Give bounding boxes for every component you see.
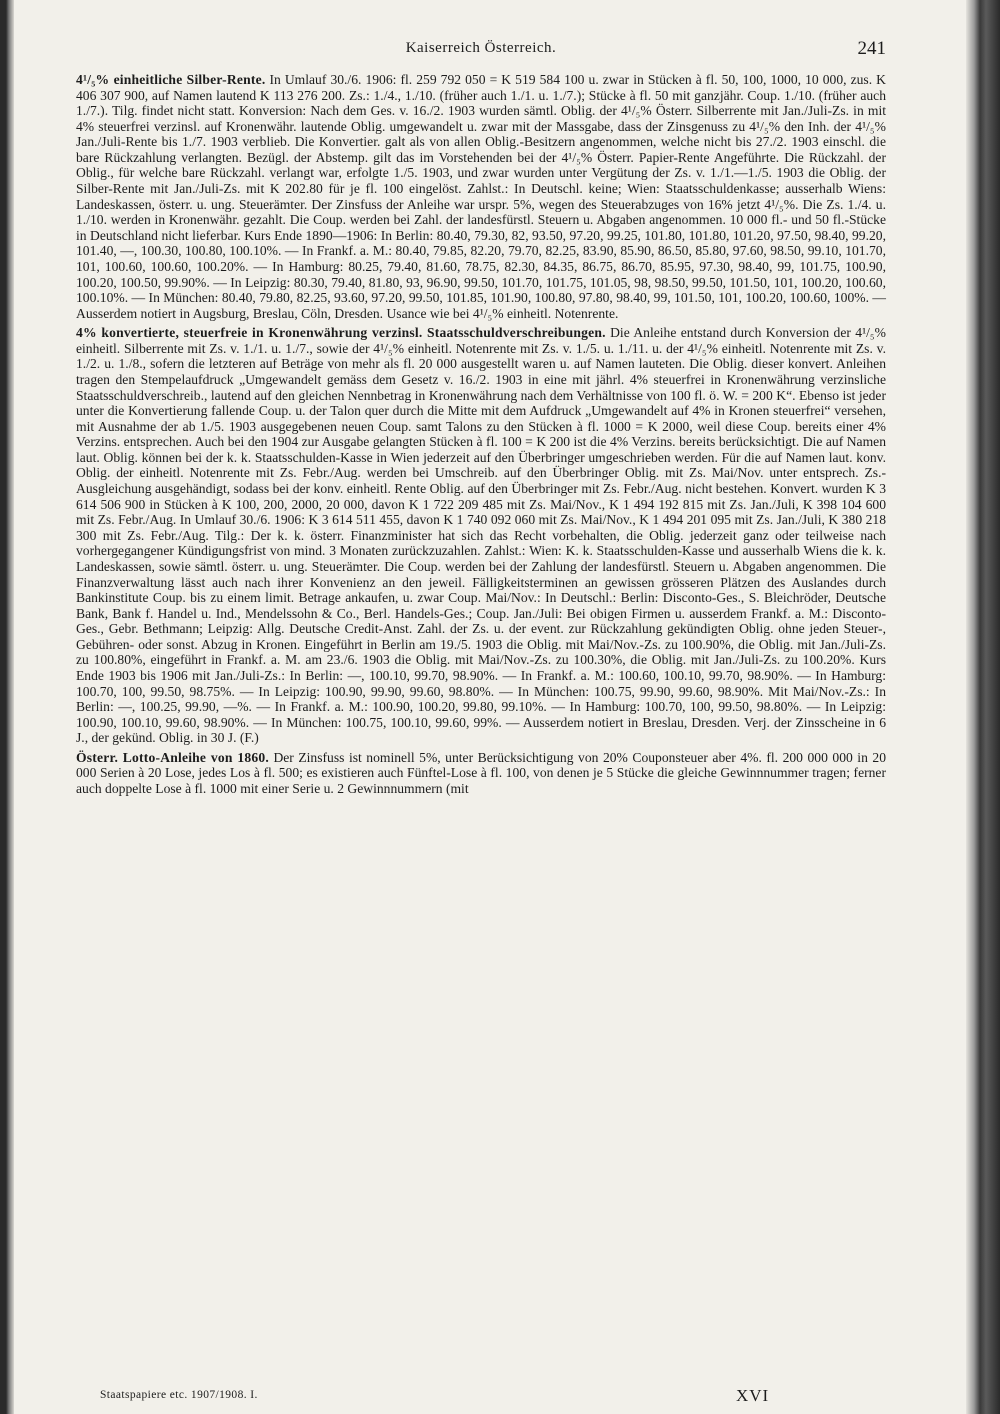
page-number: 241 <box>857 38 886 59</box>
section-text: Die Anleihe entstand durch Konversion der 4¹/₅% einheitl. Silberrente mit Zs. v. 1./1. u. 1./7., sowie der 4¹/₅% einheitl. Notenrente mit Zs. v. 1./5. u. 1./11. u. der 4¹/₅% einheitl. Notenrente mit Zs. v. 1./2. u. 1./8., sofern die letzteren auf Beträge von mehr als fl. 20 000 ausgestellt waren u. auf Namen lauteten. Die Oblig. dieser konvert. Anleihen tragen den Stempelaufdruck „Umgewandelt gemäss dem Gesetz v. 16./2. 1903 in eine mit jährl. 4% steuerfrei in Kronenwährung verzinsliche Staatsschuldverschreib., lautend auf den gleichen Nennbetrag in Kronenwährung nach dem Verhältnisse von 100 fl. ö. W. = 200 K“. Ebenso ist jeder unter die Konvertierung fallende Coup. u. der Talon quer durch die Mitte mit dem Aufdruck „Umgewandelt auf 4% in Kronen steuerfrei“ versehen, mit Ausnahme der ab 1./5. 1903 ausgegebenen neuen Coup. samt Talons zu den Stücken à fl. 1000 = K 2000, weil diese Coup. bereits einer 4% Verzins. entsprechen. Auch bei den 1904 zur Ausgabe gelangten Stücken à fl. 100 = K 200 ist die 4% Verzins. bereits berücksichtigt. Die auf Namen laut. Oblig. können bei der k. k. Staatsschulden-Kasse in Wien jederzeit auf den Überbringer umgeschrieben werden. Für die auf Namen laut. konv. Oblig. der einheitl. Notenrente mit Zs. Febr./Aug. werden bei Umschreib. auf den Überbringer Oblig. mit Zs. Mai/Nov. unter entsprech. Zs.-Ausgleichung ausgehändigt, sodass bei der konv. einheitl. Rente Oblig. auf den Überbringer mit Zs. Febr./Aug. nicht bestehen. Konvert. wurden K 3 614 506 900 in Stücken à K 100, 200, 2000, 20 000, davon K 1 722 209 485 mit Zs. Mai/Nov., K 1 494 192 815 mit Zs. Jan./Juli, K 398 104 600 mit Zs. Febr./Aug. In Umlauf 30./6. 1906: K 3 614 511 455, davon K 1 740 092 060 mit Zs. Mai/Nov., K 1 494 201 095 mit Zs. Jan./Juli, K 380 218 300 mit Zs. Febr./Aug. Tilg.: Der k. k. österr. Finanzminister hat sich das Recht vorbehalten, die Oblig. jederzeit ganz oder teilweise nach vorhergegangener Kündigungsfrist von mind. 3 Monaten zurückzuzahlen. Zahlst.: Wien: K. k. Staatsschulden-Kasse und ausserhalb Wiens die k. k. Landeskassen, sowie sämtl. österr. u. ung. Steuerämter. Die Coup. werden bei der Zahlung der landesfürstl. Steuern u. Abgaben angenommen. Die Finanzverwaltung lässt auch nach ihrer Konvenienz an den jeweil. Fälligkeitsterminen an gewissen grösseren Plätzen des Auslandes durch Bankinstitute Coup. bis zu einem limit. Betrage ankaufen, u. zwar Coup. Mai/Nov.: In Deutschl.: Berlin: Disconto-Ges., S. Bleichröder, Deutsche Bank, Bank f. Handel u. Ind., Mendelssohn & Co., Berl. Handels-Ges.; Coup. Jan./Juli: Bei obigen Firmen u. ausserdem Frankf. a. M.: Disconto-Ges., Gebr. Bethmann; Leipzig: Allg. Deutsche Credit-Anst. Zahl. der Zs. u. der event. zur Rückzahlung gekündigten Oblig. ohne jeden Steuer-, Gebühren- oder sonst. Abzug in Kronen. Eingeführt in Berlin am 19./5. 1903 die Oblig. mit Mai/Nov.-Zs. zu 100.90%, die Oblig. mit Jan./Juli-Zs. zu 100.80%, eingeführt in Frankf. a. M. am 23./6. 1903 die Oblig. mit Mai/Nov.-Zs. zu 100.30%, die Oblig. mit Jan./Juli-Zs. zu 100.20%. Kurs Ende 1903 bis 1906 mit Jan./Juli-Zs.: In Berlin: —, 100.10, 99.70, 98.90%. — In Frankf. a. M.: 100.60, 100.10, 99.70, 98.90%. — In Hamburg: 100.70, 100, 99.50, 98.75%. — In Leipzig: 100.90, 99.90, 99.60, 98.80%. — In München: 100.75, 99.90, 99.60, 98.90%. Mit Mai/Nov.-Zs.: In Berlin: —, 100.25, 99.90, —%. — In Frankf. a. M.: 100.90, 100.20, 99.80, 99.10%. — In Hamburg: 100.70, 100, 99.50, 98.80%. — In Leipzig: 100.90, 100.10, 99.60, 98.90%. — In München: 100.75, 100.10, 99.60, 99%. — Ausserdem notiert in Breslau, Dresden. Verj. der Zinsscheine in 6 J., der gekünd. Oblig. in 30 J. (F.) <box>76 325 886 746</box>
running-title: Kaiserreich Österreich. <box>405 40 557 56</box>
scan-left-edge <box>0 0 14 1414</box>
page-body <box>76 38 886 797</box>
footer-imprint: Staatspapiere etc. 1907/1908. I. <box>100 1389 258 1401</box>
running-header <box>76 38 886 72</box>
scan-right-edge <box>966 0 1000 1414</box>
section-staatsschuldverschreibungen <box>76 325 886 746</box>
signature-mark: XVI <box>736 1386 770 1405</box>
section-heading: 4¹/₅% einheitliche Silber-Rente. <box>76 72 266 87</box>
page-footer <box>100 1386 870 1408</box>
section-heading: Österr. Lotto-Anleihe von 1860. <box>76 749 269 765</box>
section-heading: 4% konvertierte, steuerfreie in Kronenwährung verzinsl. Staatsschuldverschreibungen. <box>76 325 606 341</box>
section-lotto-anleihe <box>76 750 886 797</box>
section-silber-rente <box>76 72 886 321</box>
section-text: In Umlauf 30./6. 1906: fl. 259 792 050 = K 519 584 100 u. zwar in Stücken à fl. 50, 100, 1000, 10 000, zus. K 406 307 900, auf Namen lautend K 113 276 200. Zs.: 1./4., 1./10. (früher auch 1./1. u. 1./7.); Stücke à fl. 50 mit ganzjähr. Coup. 1./10. (früher auch 1./7.). Tilg. findet nicht statt. Konversion: Nach dem Ges. v. 16./2. 1903 wurden sämtl. Oblig. der 4¹/₅% Österr. Silberrente mit Jan./Juli-Zs. in mit 4% steuerfrei verzinsl. auf Kronenwähr. lautende Oblig. umgewandelt u. zwar mit der Massgabe, dass der Zinsgenuss zu 4¹/₅% den Inh. der 4¹/₅% Jan./Juli-Rente bis 1./7. 1903 verblieb. Die Konvertier. galt als von allen Oblig.-Besitzern angenommen, welche nicht bis 27./2. 1903 einschl. die bare Rückzahlung verlangten. Bezügl. der Abstemp. gilt das im Vorstehenden bei der 4¹/₅% Österr. Papier-Rente Angeführte. Die Rückzahl. der Oblig., für welche bare Rückzahl. verlangt war, erfolgte 1./5. 1903, und zwar wurden unter Vergütung der Zs. v. 1./1.—1./5. 1903 die Oblig. der Silber-Rente mit Jan./Juli-Zs. mit K 202.80 für je fl. 100 eingelöst. Zahlst.: In Deutschl. keine; Wien: Staatsschuldenkasse; ausserhalb Wiens: Landeskassen, österr. u. ung. Steuerämter. Der Zinsfuss der Anleihe war urspr. 5%, wegen des Steuerabzuges von 16% jetzt 4¹/₅%. Die Zs. 1./4. u. 1./10. werden in Kronenwähr. gezahlt. Die Coup. werden bei Zahl. der landesfürstl. Steuern u. Abgaben angenommen. 10 000 fl.- und 50 fl.-Stücke in Deutschland nicht lieferbar. Kurs Ende 1890—1906: In Berlin: 80.40, 79.30, 82, 93.50, 97.20, 99.25, 101.80, 101.80, 101.20, 97.50, 98.40, 99.20, 101.40, —, 100.30, 100.80, 100.10%. — In Frankf. a. M.: 80.40, 79.85, 82.20, 79.70, 82.25, 83.90, 85.90, 86.50, 85.80, 97.60, 98.50, 99.10, 101.70, 101, 100.60, 100.60, 100.20%. — In Hamburg: 80.25, 79.40, 81.60, 78.75, 82.30, 84.35, 86.75, 86.70, 85.95, 97.30, 98.40, 99, 101.75, 100.90, 100.20, 100.50, 99.90%. — In Leipzig: 80.30, 79.40, 81.80, 93, 96.90, 99.50, 101.70, 101.75, 101.05, 98, 98.50, 99.50, 101.50, 101, 100.20, 100.60, 100.10%. — In München: 80.40, 79.80, 82.25, 93.60, 97.20, 99.50, 101.85, 101.90, 100.80, 97.80, 98.40, 99, 101.50, 101, 100.20, 100.60, 100%. — Ausserdem notiert in Augsburg, Breslau, Cöln, Dresden. Usance wie bei 4¹/₅% einheitl. Notenrente. <box>76 72 886 321</box>
section-text: Der Zinsfuss ist nominell 5%, unter Berücksichtigung von 20% Couponsteuer aber 4%. fl. 200 000 000 in 20 000 Serien à 20 Lose, jedes Los à fl. 500; es existieren auch Fünftel-Lose à fl. 100, von denen je 5 Stücke die gleiche Gewinnnummer tragen; ferner auch doppelte Lose à fl. 1000 mit einer Serie u. 2 Gewinnnummern (mit <box>76 749 886 797</box>
